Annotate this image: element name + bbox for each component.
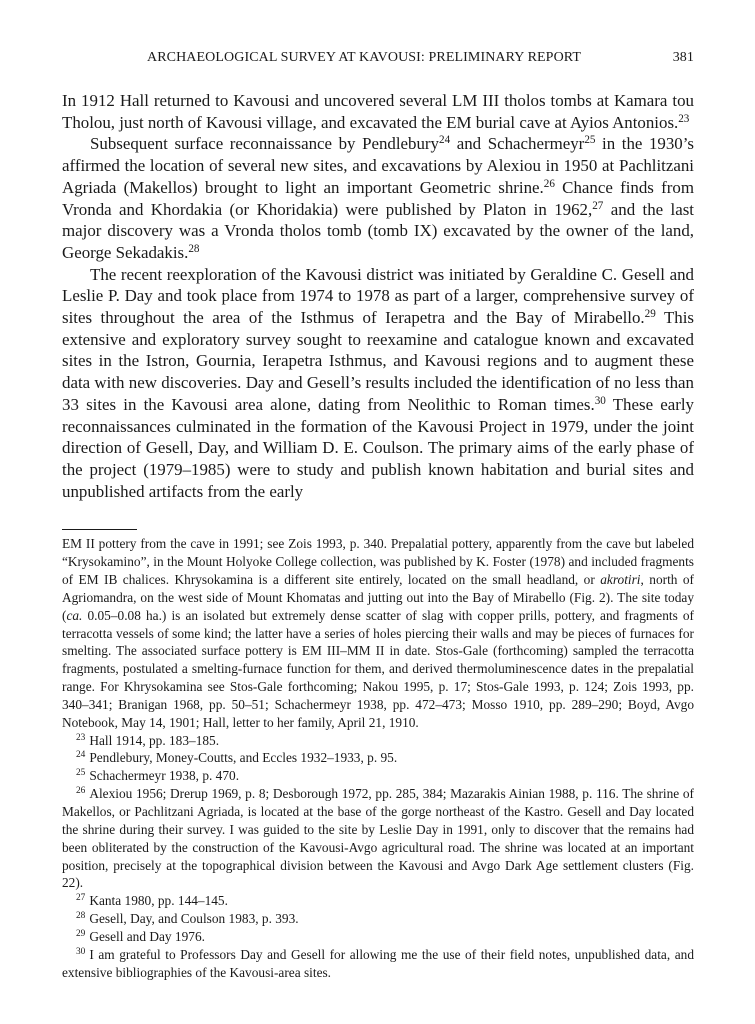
- footnote-30: [62, 946, 694, 982]
- paragraph-3-text-b: This extensive and exploratory survey sought to reexamine and catalogue known and excavated sites in the Istron, Gournia, Ierapetra Isthmus, and Kavousi regions and to augment these data with new discoveries. Day and Gesell’s results included the identification of no less than 33 sites in the Kavousi area alone, dating from Neolithic to Roman times.: [62, 308, 694, 414]
- footnote-continued-text-c: 0.05–0.08 ha.) is an isolated but extremely dense scatter of slag with copper prills, pottery, and fragments of terracotta vessels of some kind; the latter have a series of holes piercing their walls and may be pieces of furnaces for smelting. The associated surface pottery is EM III–MM II in date. Stos-Gale (forthcoming) sampled the terracotta fragments, postulated a smelting-furnace function for them, and derived thermoluminescence dates in the prepalatial range. For Khrysokamina see Stos-Gale forthcoming; Nakou 1995, p. 17; Stos-Gale 1993, p. 124; Zois 1993, pp. 340–341; Branigan 1968, pp. 50–51; Schachermeyr 1938, pp. 472–473; Mosso 1910, pp. 289–290; Boyd, Avgo Notebook, May 14, 1901; Hall, letter to her family, April 21, 1910.: [62, 607, 694, 730]
- footnote-number: 30: [76, 946, 86, 957]
- footnote-text: Kanta 1980, pp. 144–145.: [89, 893, 228, 909]
- footnote-number: 27: [76, 893, 86, 904]
- paragraph-2-text-e: and the last major discovery was a Vronda tholos tomb (tomb IX) excavated by the owner of the land, George Sekadakis.: [62, 199, 695, 262]
- footnote-29: [62, 928, 694, 946]
- paragraph-2-text-b: and Schachermeyr: [450, 134, 585, 154]
- paragraph-3-text-c: These early reconnaissances culminated in the formation of the Kavousi Project in 1979, under the joint direction of Gesell, Day, and William D. E. Coulson. The primary aims of the early phase of the project (1979–1985) were to study and publish known habitation and burial sites and unpublished artifacts from the early: [62, 394, 694, 501]
- footnote-ref-27[interactable]: 27: [592, 199, 604, 212]
- footnote-ref-29[interactable]: 29: [644, 307, 656, 320]
- footnote-number: 25: [76, 768, 86, 779]
- paragraph-3-text-a: The recent reexploration of the Kavousi district was initiated by Geraldine C. Gesell and Leslie P. Day and took place from 1974 to 1978 as part of a larger, comprehensive survey of sites throughout the area of the Isthmus of Ierapetra and the Bay of Mirabello.: [62, 264, 694, 328]
- paragraph-3: [62, 264, 694, 503]
- footnote-continued-italic-ca: ca.: [66, 607, 83, 623]
- footnote-text: I am grateful to Professors Day and Gesell for allowing me the use of their field notes, unpublished data, and extensive bibliographies of the Kavousi-area sites.: [62, 946, 694, 980]
- footnote-ref-30[interactable]: 30: [594, 394, 606, 407]
- paragraph-2-text-c: in the 1930’s affirmed the location of several new sites, and excavations by Alexiou in 1950 at Pachlitzani Agriada (Makellos) brought to light an important Geometric shrine.: [62, 134, 695, 197]
- paragraph-1: [62, 90, 694, 133]
- page: [62, 50, 694, 981]
- paragraph-2-text-a: Subsequent surface reconnaissance by Pendlebury: [90, 134, 440, 154]
- running-title: ARCHAEOLOGICAL SURVEY AT KAVOUSI: PRELIMINARY REPORT: [147, 50, 582, 65]
- page-number: 381: [672, 50, 694, 65]
- paragraph-2-text-d: Chance finds from Vronda and Khordakia (or Khoridakia) were published by Platon in 1962,: [62, 177, 694, 219]
- footnote-text: Alexiou 1956; Drerup 1969, p. 8; Desborough 1972, pp. 285, 384; Mazarakis Ainian 1988, p. 116. The shrine of Makellos, or Pachlitzani Agriada, is located at the base of the gorge northeast of the Kastro. Gesell and Day located the shrine during their survey. I was guided to the site by Leslie Day in 1991, only to discover that the remains had been obliterated by the construction of the Kavousi-Avgo agricultural road. The shrine was located at an important position, precisely at the topographical division between the Kavousi and Avgo Dark Age settlement clusters (Fig. 22).: [62, 786, 694, 891]
- footnote-text: Hall 1914, pp. 183–185.: [89, 732, 220, 748]
- footnote-ref-28[interactable]: 28: [188, 242, 200, 255]
- footnote-26: [62, 785, 694, 892]
- footnote-28: [62, 910, 694, 928]
- paragraph-2: [62, 133, 694, 263]
- footnote-27: [62, 892, 694, 910]
- footnote-ref-25[interactable]: 25: [584, 134, 596, 147]
- footnote-24: [62, 749, 694, 767]
- footnote-number: 28: [76, 910, 86, 921]
- footnote-text: Gesell and Day 1976.: [89, 928, 205, 944]
- footnote-continued-italic-akrotiri: akrotiri: [600, 572, 641, 588]
- footnote-divider: [62, 529, 137, 530]
- footnote-number: 24: [76, 750, 86, 761]
- footnote-23: [62, 732, 694, 750]
- footnote-25: [62, 767, 694, 785]
- footnote-number: 26: [76, 786, 86, 797]
- footnotes: [62, 535, 694, 981]
- footnote-ref-23[interactable]: 23: [678, 112, 690, 125]
- footnote-text: Pendlebury, Money-Coutts, and Eccles 1932–1933, p. 95.: [89, 750, 398, 766]
- paragraph-1-text: In 1912 Hall returned to Kavousi and uncovered several LM III tholos tombs at Kamara tou Tholou, just north of Kavousi village, and excavated the EM burial cave at Ayios Antonios.: [62, 91, 694, 132]
- footnote-number: 23: [76, 732, 86, 743]
- footnote-text: Gesell, Day, and Coulson 1983, p. 393.: [89, 911, 299, 927]
- footnote-continued-text-a: EM II pottery from the cave in 1991; see Zois 1993, p. 340. Prepalatial pottery, apparently from the cave but labeled “Krysokamino”, in the Mount Holyoke College collection, was published by K. Foster (1978) and included fragments of EM IB chalices. Khrysokamina is a different site entirely, located on the small headland, or: [62, 536, 694, 588]
- footnote-ref-26[interactable]: 26: [543, 177, 555, 190]
- footnote-ref-24[interactable]: 24: [439, 134, 451, 147]
- running-header: [62, 50, 694, 76]
- footnote-text: Schachermeyr 1938, p. 470.: [89, 768, 240, 784]
- footnote-continued-text-b: , north of Agriomandra, on the west side of Mount Khomatas and jutting out into the Bay of Mirabello (Fig. 2). The site today (: [62, 572, 694, 623]
- footnote-number: 29: [76, 928, 86, 939]
- footnote-continued: [62, 535, 694, 731]
- main-text: [62, 90, 694, 502]
